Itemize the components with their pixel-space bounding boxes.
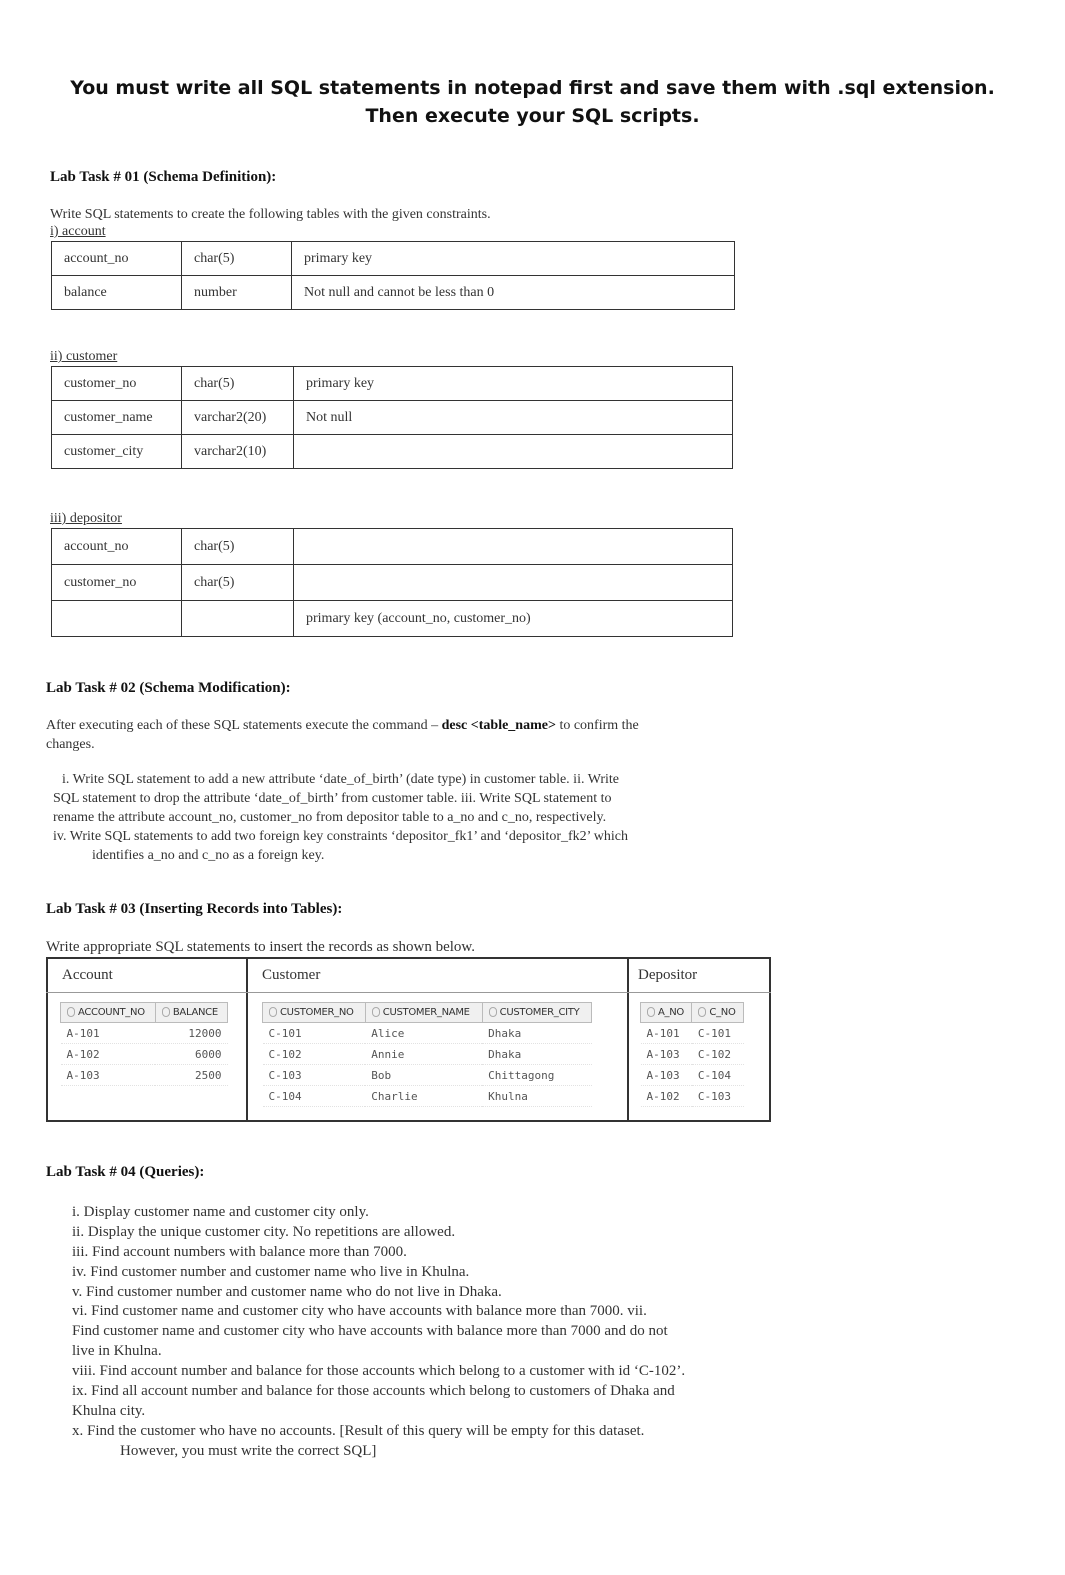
task2-line: identifies a_no and c_no as a foreign key. [92, 848, 325, 863]
table-cell: customer_no [52, 367, 182, 401]
query-item: Khulna city. [72, 1403, 146, 1419]
depositor-records-table [640, 1002, 744, 1107]
table-cell: number [182, 276, 292, 310]
account-records-title: Account [62, 967, 113, 983]
query-item: x. Find the customer who have no accounts. [Result of this query will be empty for this dataset. [72, 1423, 645, 1439]
task2-intro [46, 716, 639, 735]
query-item: Find customer name and customer city who have accounts with balance more than 7000 and do not [72, 1323, 668, 1339]
sort-icon [269, 1007, 277, 1017]
column-header-label: CUSTOMER_NO [280, 1007, 354, 1018]
table-cell: Alice [365, 1023, 482, 1044]
account-schema-table [51, 241, 735, 310]
query-item: i. Display customer name and customer city only. [72, 1204, 369, 1220]
divider [627, 957, 629, 1122]
table-cell: C-104 [692, 1065, 744, 1086]
table-row [52, 601, 733, 637]
task2-intro-text: After executing each of these SQL statements execute the command – [46, 718, 442, 733]
table-header-row [61, 1003, 228, 1023]
table-cell: C-102 [692, 1044, 744, 1065]
column-header-label: A_NO [658, 1007, 684, 1018]
column-header [61, 1003, 156, 1023]
task2-line: SQL statement to drop the attribute ‘date_of_birth’ from customer table. iii. Write SQL statement to [53, 791, 612, 806]
task2-line: iv. Write SQL statements to add two foreign key constraints ‘depositor_fk1’ and ‘depositor_fk2’ which [53, 829, 628, 844]
table-cell: primary key [294, 367, 733, 401]
sort-icon [372, 1007, 380, 1017]
task2-intro-cont: changes. [46, 737, 95, 752]
table-cell: Dhaka [482, 1023, 591, 1044]
table-cell: A-102 [61, 1044, 156, 1065]
column-header [365, 1003, 482, 1023]
table-row [263, 1023, 592, 1044]
table-cell: customer_no [52, 565, 182, 601]
table-cell [294, 565, 733, 601]
table-cell: Bob [365, 1065, 482, 1086]
column-header-label: CUSTOMER_CITY [499, 1007, 580, 1018]
table-cell: Dhaka [482, 1044, 591, 1065]
table-cell: char(5) [182, 242, 292, 276]
table-row [641, 1023, 744, 1044]
query-item: v. Find customer number and customer name who do not live in Dhaka. [72, 1284, 502, 1300]
table-cell: varchar2(10) [182, 435, 294, 469]
table-cell: char(5) [182, 565, 294, 601]
table-row [263, 1044, 592, 1065]
table-cell: primary key [292, 242, 735, 276]
customer-table-label: ii) customer [50, 349, 118, 364]
table-row [52, 529, 733, 565]
table-row [641, 1065, 744, 1086]
task3-intro: Write appropriate SQL statements to insert the records as shown below. [46, 939, 476, 955]
table-row [52, 367, 733, 401]
sort-icon [647, 1007, 655, 1017]
table-cell: customer_name [52, 401, 182, 435]
table-row [52, 242, 735, 276]
table-row [61, 1023, 228, 1044]
table-row [61, 1044, 228, 1065]
table-cell: A-103 [61, 1065, 156, 1086]
task1-title: Lab Task # 01 (Schema Definition): [50, 169, 277, 185]
account-records-table [60, 1002, 228, 1086]
task1-intro: Write SQL statements to create the following tables with the given constraints. [50, 207, 491, 222]
table-cell: customer_city [52, 435, 182, 469]
table-cell: A-103 [641, 1044, 692, 1065]
sort-icon [67, 1007, 75, 1017]
header-line-1: You must write all SQL statements in notepad first and save them with .sql extension. [70, 77, 995, 99]
task2-line: i. Write SQL statement to add a new attribute ‘date_of_birth’ (date type) in customer table. ii. Write [62, 772, 620, 787]
depositor-schema-table [51, 528, 733, 637]
table-cell [52, 601, 182, 637]
column-header [482, 1003, 591, 1023]
table-row [641, 1086, 744, 1107]
table-cell: char(5) [182, 529, 294, 565]
account-table-label: i) account [50, 224, 106, 239]
table-cell: Not null [294, 401, 733, 435]
table-row [641, 1044, 744, 1065]
query-item: ii. Display the unique customer city. No repetitions are allowed. [72, 1224, 456, 1240]
table-cell: 12000 [155, 1023, 227, 1044]
table-cell: char(5) [182, 367, 294, 401]
table-row [52, 435, 733, 469]
column-header-label: CUSTOMER_NAME [382, 1007, 470, 1018]
query-item: iii. Find account numbers with balance more than 7000. [72, 1244, 407, 1260]
customer-records-title: Customer [262, 967, 321, 983]
divider [246, 957, 248, 1122]
task4-title: Lab Task # 04 (Queries): [46, 1164, 205, 1180]
table-cell: varchar2(20) [182, 401, 294, 435]
table-cell: Annie [365, 1044, 482, 1065]
table-row [52, 401, 733, 435]
column-header [692, 1003, 744, 1023]
table-cell: Khulna [482, 1086, 591, 1107]
header-line-2: Then execute your SQL scripts. [365, 105, 700, 127]
table-row [61, 1065, 228, 1086]
column-header-label: C_NO [709, 1007, 736, 1018]
column-header [263, 1003, 366, 1023]
table-cell: primary key (account_no, customer_no) [294, 601, 733, 637]
table-cell: Charlie [365, 1086, 482, 1107]
table-cell: balance [52, 276, 182, 310]
table-cell: C-101 [263, 1023, 366, 1044]
table-cell: account_no [52, 242, 182, 276]
table-cell [294, 529, 733, 565]
query-item: viii. Find account number and balance for those accounts which belong to a customer with id ‘C-102’. [72, 1363, 686, 1379]
table-cell: C-102 [263, 1044, 366, 1065]
divider [46, 992, 771, 993]
column-header [641, 1003, 692, 1023]
table-cell: A-102 [641, 1086, 692, 1107]
table-cell: A-103 [641, 1065, 692, 1086]
task3-title: Lab Task # 03 (Inserting Records into Tables): [46, 901, 343, 917]
query-item: iv. Find customer number and customer name who live in Khulna. [72, 1264, 470, 1280]
table-cell: account_no [52, 529, 182, 565]
table-cell [182, 601, 294, 637]
sort-icon [698, 1007, 706, 1017]
column-header-label: BALANCE [172, 1007, 218, 1018]
table-cell: A-101 [641, 1023, 692, 1044]
depositor-records-title: Depositor [638, 967, 698, 983]
table-cell: C-103 [692, 1086, 744, 1107]
query-item: ix. Find all account number and balance for those accounts which belong to customers of Dhaka and [72, 1383, 675, 1399]
column-header [155, 1003, 227, 1023]
query-item: However, you must write the correct SQL] [120, 1443, 377, 1459]
task2-title: Lab Task # 02 (Schema Modification): [46, 680, 291, 696]
table-row [263, 1086, 592, 1107]
table-cell: C-104 [263, 1086, 366, 1107]
query-item: live in Khulna. [72, 1343, 162, 1359]
customer-records-table [262, 1002, 592, 1107]
depositor-table-label: iii) depositor [50, 511, 122, 526]
task2-line: rename the attribute account_no, customer_no from depositor table to a_no and c_no, respectively. [53, 810, 607, 825]
table-cell: 2500 [155, 1065, 227, 1086]
task2-intro-text-end: to confirm the [555, 718, 639, 733]
table-cell: A-101 [61, 1023, 156, 1044]
table-header-row [263, 1003, 592, 1023]
sort-icon [162, 1007, 170, 1017]
table-cell: C-103 [263, 1065, 366, 1086]
table-row [52, 276, 735, 310]
table-cell [294, 435, 733, 469]
table-header-row [641, 1003, 744, 1023]
desc-command: desc <table_name> [441, 718, 556, 733]
table-cell: Not null and cannot be less than 0 [292, 276, 735, 310]
column-header-label: ACCOUNT_NO [78, 1007, 145, 1018]
table-row [263, 1065, 592, 1086]
query-item: vi. Find customer name and customer city who have accounts with balance more than 7000. vii. [72, 1303, 647, 1319]
table-cell: Chittagong [482, 1065, 591, 1086]
table-cell: 6000 [155, 1044, 227, 1065]
sort-icon [489, 1007, 497, 1017]
customer-schema-table [51, 366, 733, 469]
table-row [52, 565, 733, 601]
table-cell: C-101 [692, 1023, 744, 1044]
